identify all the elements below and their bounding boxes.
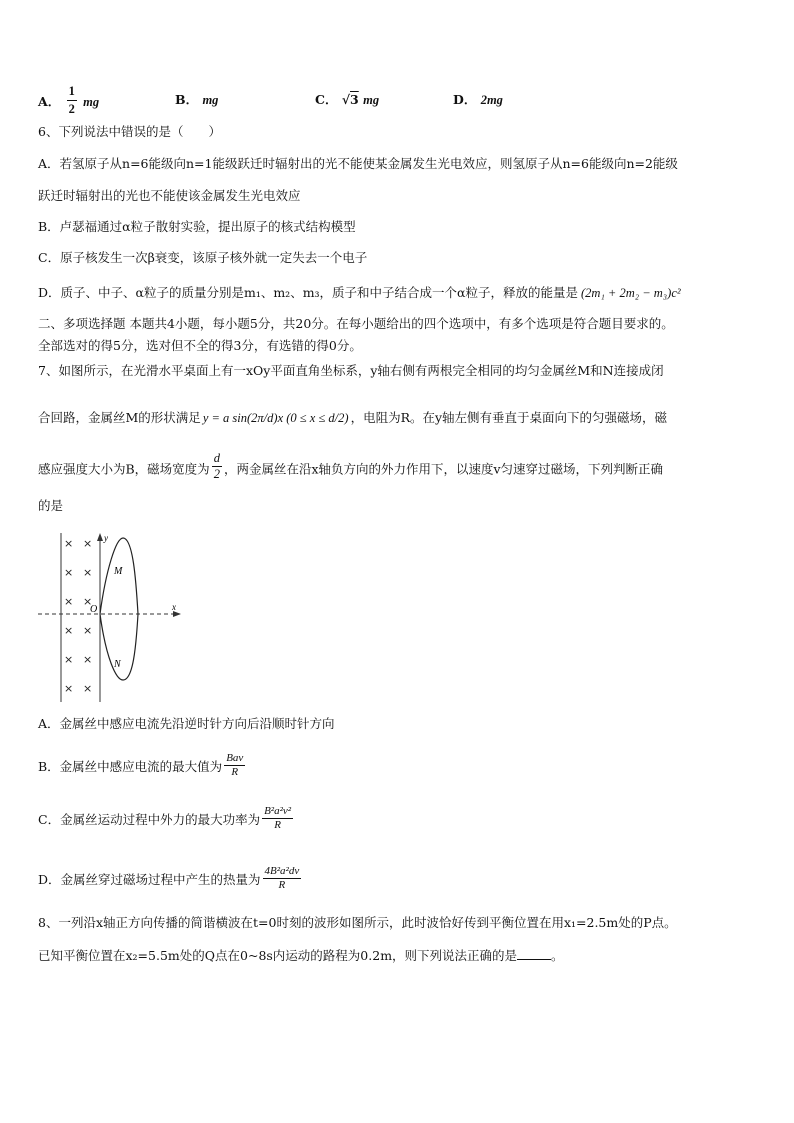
magnetic-field-crosses [64, 537, 92, 695]
q5-option-a: A． $\frac{1}{2}$ mg [38, 84, 100, 116]
answer-blank [517, 948, 551, 960]
q5-option-b: B． mg [175, 92, 219, 107]
q7-option-b: B．金属丝中感应电流的最大值为 $\frac{\text{Bav}}{R}$ [38, 752, 244, 778]
q7-shape-formula: y = a sin(2π/d)x (0 ≤ x ≤ d/2) [202, 411, 349, 425]
svg-text:×: × [64, 595, 74, 608]
wire-n [100, 614, 138, 680]
q6-option-b: B．卢瑟福通过α粒子散射实验，提出原子的核式结构模型 [38, 219, 356, 234]
q6-energy-formula: (2m₁ + 2m₂ − m₃)c² [581, 286, 681, 300]
svg-text:×: × [64, 624, 74, 637]
svg-text:×: × [64, 653, 74, 666]
q7-option-a: A．金属丝中感应电流先沿逆时针方向后沿顺时针方向 [38, 716, 335, 731]
q7-stem-line4: 的是 [38, 498, 64, 513]
svg-text:×: × [83, 537, 93, 550]
label-o: O [90, 604, 98, 615]
svg-text:×: × [83, 653, 93, 666]
svg-text:×: × [83, 682, 93, 695]
q6-option-a-line1: A．若氢原子从n=6能级向n=1能级跃迁时辐射出的光不能使某金属发生光电效应，则氢原子从n=6能级向n=2能级 [38, 156, 678, 171]
q8-stem-line2: 已知平衡位置在x₂=5.5m处的Q点在0~8s内运动的路程为0.2m，则下列说法正确的是 。 [38, 948, 564, 963]
q7-stem-line2: 合回路，金属丝M的形状满足 y = a sin(2π/d)x (0 ≤ x ≤ d/2) ，电阻为R。在y轴左侧有垂直于桌面向下的匀强磁场，磁 [38, 410, 668, 425]
section-heading-line2: 全部选对的得5分，选对但不全的得3分，有选错的得0分。 [38, 338, 362, 353]
q7-option-c: C．金属丝运动过程中外力的最大功率为 $\frac{\text{B²a²v²}}{R}$ [38, 805, 292, 831]
q6-option-a-line2: 跃迁时辐射出的光也不能使该金属发生光电效应 [38, 188, 301, 203]
label-y: y [104, 533, 108, 543]
svg-text:×: × [64, 537, 74, 550]
section-heading-line1: 二、多项选择题 本题共4小题，每小题5分，共20分。在每小题给出的四个选项中，有多个选项是符合题目要求的。 [38, 316, 674, 331]
label-m: M [114, 566, 123, 577]
q8-stem-line1: 8、一列沿x轴正方向传播的简谐横波在t=0时刻的波形如图所示，此时波恰好传到平衡位置在用x₁=2.5m处的P点。 [38, 915, 677, 930]
q7-stem-line1: 7、如图所示，在光滑水平桌面上有一xOy平面直角坐标系，y轴右侧有两根完全相同的均匀金属丝M和N连接成闭 [38, 363, 664, 378]
svg-text:×: × [64, 682, 74, 695]
q7-stem-line3: 感应强度大小为B，磁场宽度为 $\frac{d}{2}$ ，两金属丝在沿x轴负方向的外力作用下，以速度v匀速穿过磁场，下列判断正确 [38, 451, 664, 481]
q6-option-d: D．质子、中子、α粒子的质量分别是m₁、m₂、m₃，质子和中子结合成一个α粒子，释放的能量是 (2m₁ + 2m₂ − m₃)c² [38, 285, 681, 300]
q6-option-c: C．原子核发生一次β衰变，该原子核外就一定失去一个电子 [38, 250, 368, 265]
q5-option-d: D． 2mg [453, 92, 503, 107]
label-x: x [172, 602, 176, 612]
label-n: N [114, 659, 121, 670]
svg-text:×: × [83, 566, 93, 579]
svg-text:×: × [64, 566, 74, 579]
q6-stem: 6、下列说法中错误的是（ ） [38, 124, 221, 139]
q7-option-d: D．金属丝穿过磁场过程中产生的热量为 $\frac{\text{4B²a²dv}}{R}$ [38, 865, 300, 891]
svg-text:×: × [83, 624, 93, 637]
q5-option-c: C． √3 mg [315, 92, 380, 107]
svg-text:×: × [83, 595, 93, 608]
q7-field-diagram [38, 530, 188, 705]
